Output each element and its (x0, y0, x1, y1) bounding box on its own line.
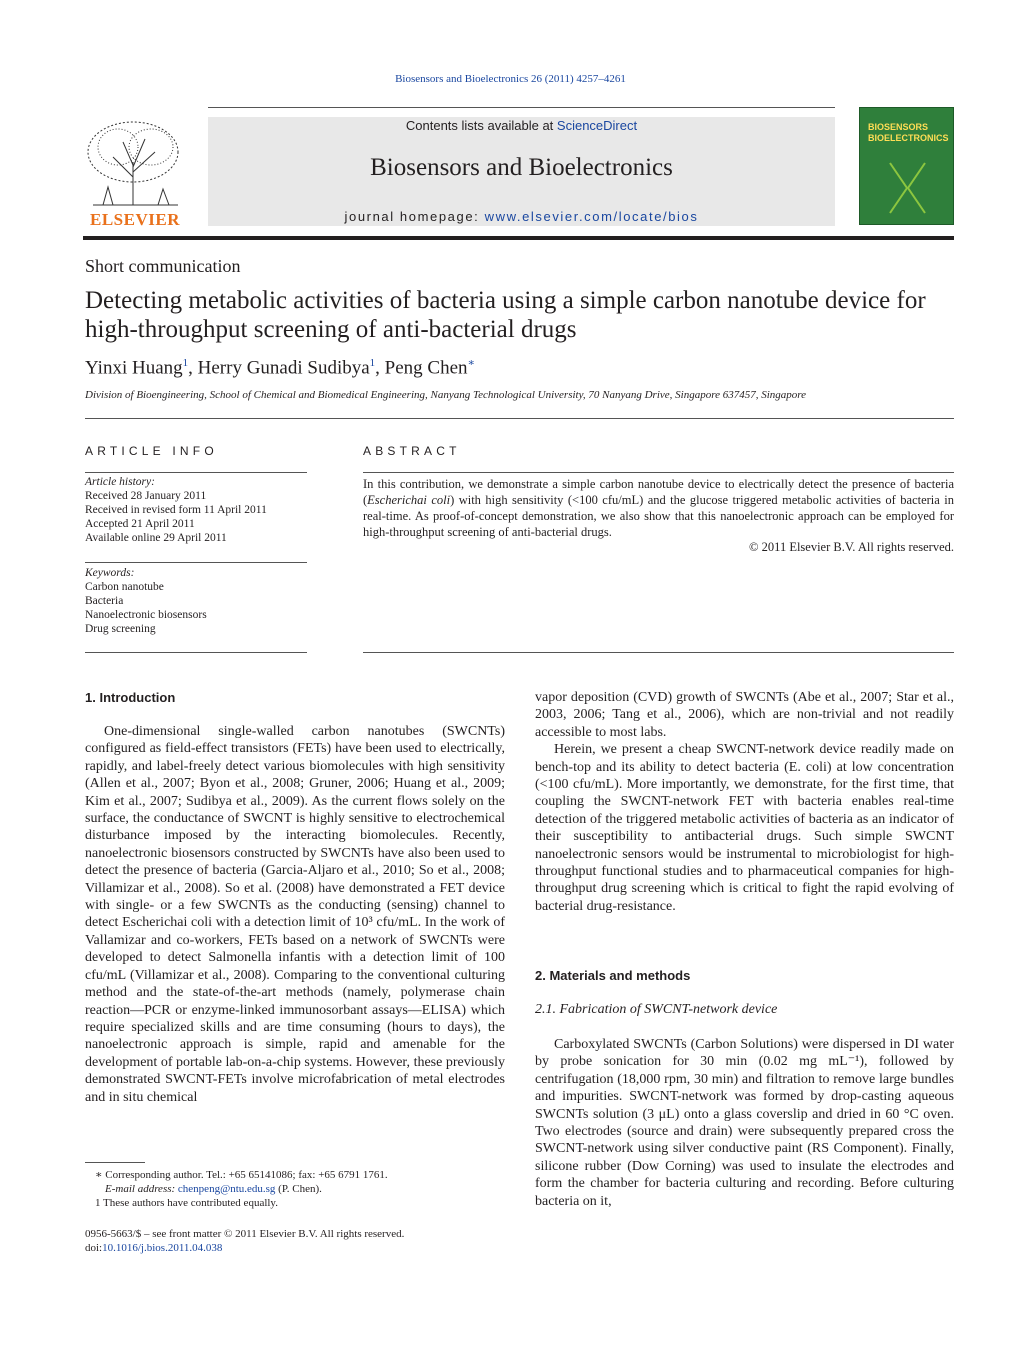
homepage-line (208, 209, 835, 224)
subsection-heading: 2.1. Fabrication of SWCNT-network device (535, 1002, 778, 1017)
article-info-rule (85, 562, 307, 563)
abstract-part: In this contribution, we demonstrate a simple carbon nanotube device to electrically detect the presence of bacteria ( (363, 477, 954, 507)
email-footnote (85, 1182, 388, 1196)
keywords (85, 566, 207, 636)
abstract-species: Escherichai coli (367, 493, 451, 507)
section-heading-methods: 2. Materials and methods (535, 968, 691, 983)
history-label: Article history: (85, 476, 155, 488)
author-name: Peng Chen (384, 357, 468, 379)
doi-prefix: doi: (85, 1242, 103, 1254)
corresponding-author-mark[interactable]: ∗ (467, 357, 476, 369)
affiliation: Division of Bioengineering, School of Chemical and Biomedical Engineering, Nanyang Technological University, 70 Nanyang Drive, Singapore 637457, Singapore (85, 389, 807, 401)
methods-text (535, 1036, 954, 1210)
header-thick-rule (83, 236, 954, 240)
article-info-label: ARTICLE INFO (85, 444, 218, 458)
footnote-rule (85, 1162, 145, 1163)
history-item: Available online 29 April 2011 (85, 532, 227, 544)
elsevier-wordmark: ELSEVIER (90, 210, 180, 229)
keyword: Drug screening (85, 623, 156, 635)
author-name: Yinxi Huang (85, 357, 183, 379)
intro-paragraph: One-dimensional single-walled carbon nanotubes (SWCNTs) configured as field-effect transistors (FETs) have been used to electrically, rapidly, and label-freely detect various biomolecules with high sensitivity (Allen et al., 2007; Byon et al., 2008; Gruner, 2006; Huang et al., 2009; Kim et al., 2007; Sudibya et al., 2009). As the current flows solely on the surface, the conductance of SWCNT is highly sensitive to electrochemical disturbance imposed by the interacting biomolecules. Recently, nanoelectronic biosensors constructed by SWCNTs have also been used to detect the presence of bacteria (Garcia-Aljaro et al., 2010; So et al., 2008; Villamizar et al., 2008). So et al. (2008) have demonstrated a FET device with single- or a few SWCNTs as the conducting (sensing) channel to detect Escherichai coli with a detection limit of 10³ cfu/mL. In the work of Vallamizar and co-workers, FETs based on a network of SWCNTs were developed to detect Salmonella infantis with a detection limit of 100 cfu/mL (Villamizar et al., 2008). Comparing to the conventional culturing method and the state-of-the-art methods (namely, polymerase chain reaction—PCR or enzyme-linked immunosorbant assays—ELISA) which require specialized skills and are time consuming (hours to days), the nanoelectronic approach is simple, rapid and amenable for the development of portable lab-on-a-chip systems. However, these previously demonstrated SWCNT-FETs involve microfabrication of metal electrodes and in situ chemical (85, 724, 505, 1105)
journal-cover-thumbnail (859, 107, 954, 225)
contents-line (208, 118, 835, 133)
contents-prefix: Contents lists available at (405, 118, 557, 133)
abstract-copyright: © 2011 Elsevier B.V. All rights reserved. (749, 540, 954, 554)
author-name: Herry Gunadi Sudibya (197, 357, 370, 379)
author-footnote-mark[interactable]: 1 (369, 357, 376, 369)
keywords-label: Keywords: (85, 567, 135, 579)
corresponding-footnote: ∗ Corresponding author. Tel.: +65 65141086; fax: +65 6791 1761. (95, 1169, 388, 1181)
top-rule (208, 107, 835, 108)
keyword: Carbon nanotube (85, 581, 164, 593)
homepage-link[interactable]: www.elsevier.com/locate/bios (484, 209, 699, 224)
email-label: E-mail address: (105, 1183, 178, 1195)
journal-name: Biosensors and Bioelectronics (370, 154, 673, 181)
introduction-text (85, 723, 505, 1106)
keyword: Bacteria (85, 595, 124, 607)
homepage-prefix: journal homepage: (344, 209, 485, 224)
article-info-rule (85, 652, 307, 653)
journal-reference[interactable]: Biosensors and Bioelectronics 26 (2011) 4257–4261 (395, 73, 626, 85)
publication-info (85, 1227, 404, 1255)
doi-link[interactable]: 10.1016/j.bios.2011.04.038 (102, 1242, 223, 1254)
history-item: Accepted 21 April 2011 (85, 518, 195, 530)
footnotes (85, 1168, 388, 1210)
cover-title: BIOSENSORS BIOELECTRONICS (868, 122, 949, 143)
history-item: Received in revised form 11 April 2011 (85, 504, 267, 516)
doi-line (85, 1241, 404, 1255)
email-link[interactable]: chenpeng@ntu.edu.sg (177, 1183, 276, 1195)
keyword: Nanoelectronic biosensors (85, 609, 207, 621)
equal-contribution-footnote: 1 These authors have contributed equally. (95, 1197, 278, 1209)
head-rule (85, 418, 954, 419)
section-heading-introduction: 1. Introduction (85, 690, 176, 705)
email-suffix: (P. Chen). (275, 1183, 322, 1195)
abstract-rule (363, 472, 954, 473)
article-title: Detecting metabolic activities of bacteria using a simple carbon nanotube device for high-throughput screening of anti-bacterial drugs (85, 287, 926, 343)
article-history (85, 475, 267, 545)
methods-paragraph: Carboxylated SWCNTs (Carbon Solutions) were dispersed in DI water by probe sonication for 30 min (0.02 mg mL⁻¹), followed by centrifugation (18,000 rpm, 30 min) and filtration to remove large bundles and impurities. SWCNT-network was formed by drop-casting aqueous SWCNTs solution (3 μL) onto a glass coverslip and dried in 60 °C oven. Two electrodes (source and drain) were subsequently prepared cross the SWCNT-network using silver conductive paint (RS Component). Finally, silicone rubber (Dow Corning) was used to insulate the electrodes and form the chamber for bacteria culturing and recording. Before culturing bacteria on it, (535, 1037, 954, 1209)
article-type: Short communication (85, 256, 241, 276)
right-column-text (535, 689, 954, 915)
journal-masthead (208, 117, 835, 226)
author-footnote-mark[interactable]: 1 (182, 357, 189, 369)
abstract-text (363, 476, 954, 540)
author-list: Yinxi Huang$^1$, Herry Gunadi Sudibya$^1$, Peng Chen∗ (85, 357, 476, 379)
intro-paragraph: Herein, we present a cheap SWCNT-network device readily made on bench-top and its ability to detect bacteria (E. coli) at low concentration (<100 cfu/mL). More importantly, we demonstrate, for the first time, that coupling the SWCNT-network FET with bacteria enables real-time detection of the triggered metabolic activities of bacteria as an indicator of their susceptibility to antibacterial drugs. Such simple SWCNT nanoelectronic sensors would be instrumental to microbiologist for high-throughput functional studies and to pharmaceutical companies for high-throughput drug screening which is critical to fight the rapid evolving of bacterial drug-resistance. (535, 742, 954, 914)
issn-line: 0956-5663/$ – see front matter © 2011 Elsevier B.V. All rights reserved. (85, 1228, 405, 1240)
intro-paragraph: vapor deposition (CVD) growth of SWCNTs (Abe et al., 2007; Star et al., 2003, 2006; Tang et al., 2006), which are non-trivial and not readily accessible to most labs. (535, 690, 954, 740)
abstract-rule (363, 652, 954, 653)
sciencedirect-link[interactable]: ScienceDirect (556, 118, 638, 133)
abstract-part: ) with high sensitivity (<100 cfu/mL) and the glucose triggered metabolic activities of bacteria in real-time. As proof-of-concept demonstration, we also show that this nanoelectronic approach can be employed for high-throughput screening of anti-bacterial drugs. (363, 493, 954, 539)
article-info-rule (85, 472, 307, 473)
history-item: Received 28 January 2011 (85, 490, 207, 502)
cover-graphic (885, 158, 930, 218)
abstract-label: ABSTRACT (363, 444, 461, 458)
